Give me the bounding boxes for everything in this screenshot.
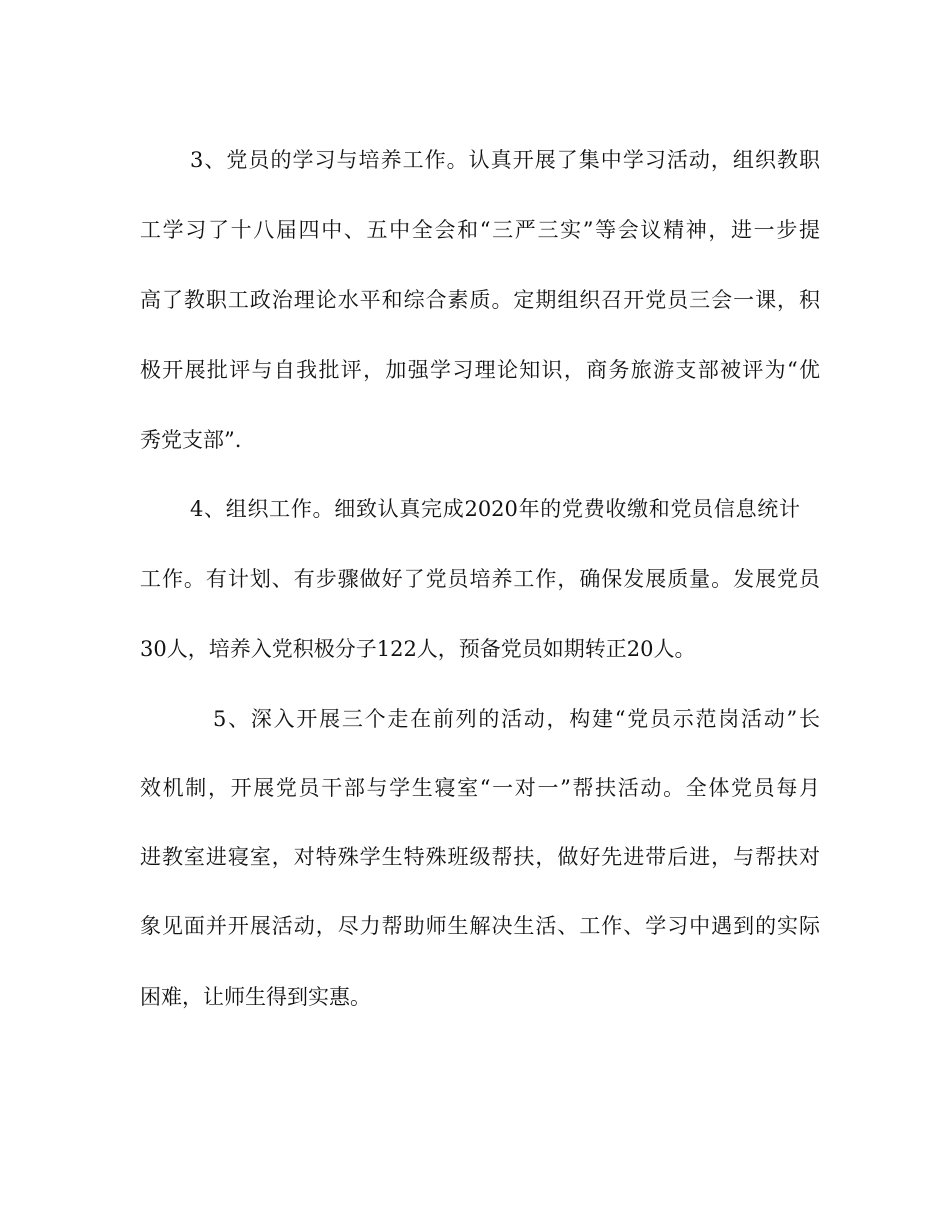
paragraph-3-line-5: 秀党支部”. xyxy=(140,428,242,452)
paragraph-5-line-1: 5、深入开展三个走在前列的活动，构建“党员示范岗活动”长 xyxy=(213,707,820,731)
paragraph-5-line-5: 困难，让师生得到实惠。 xyxy=(140,985,371,1009)
paragraph-3-line-1: 3、党员的学习与培养工作。认真开展了集中学习活动，组织教职 xyxy=(190,148,820,172)
paragraph-4-line-2: 工作。有计划、有步骤做好了党员培养工作，确保发展质量。发展党员 xyxy=(140,567,820,591)
paragraph-3-line-3: 高了教职工政治理论水平和综合素质。定期组织召开党员三会一课，积 xyxy=(140,288,820,312)
paragraph-4-line-1: 4、组织工作。细致认真完成2020年的党费收缴和党员信息统计 xyxy=(190,497,800,521)
paragraph-5-line-2: 效机制，开展党员干部与学生寝室“一对一”帮扶活动。全体党员每月 xyxy=(140,776,820,800)
paragraph-5-line-3: 进教室进寝室，对特殊学生特殊班级帮扶，做好先进带后进，与帮扶对 xyxy=(140,845,820,869)
paragraph-4-line-3: 30人，培养入党积极分子122人，预备党员如期转正20人。 xyxy=(140,637,696,661)
paragraph-3-line-2: 工学习了十八届四中、五中全会和“三严三实”等会议精神，进一步提 xyxy=(140,218,820,242)
paragraph-5-line-4: 象见面并开展活动，尽力帮助师生解决生活、工作、学习中遇到的实际 xyxy=(140,914,820,938)
paragraph-3-line-4: 极开展批评与自我批评，加强学习理论知识，商务旅游支部被评为“优 xyxy=(140,358,820,382)
